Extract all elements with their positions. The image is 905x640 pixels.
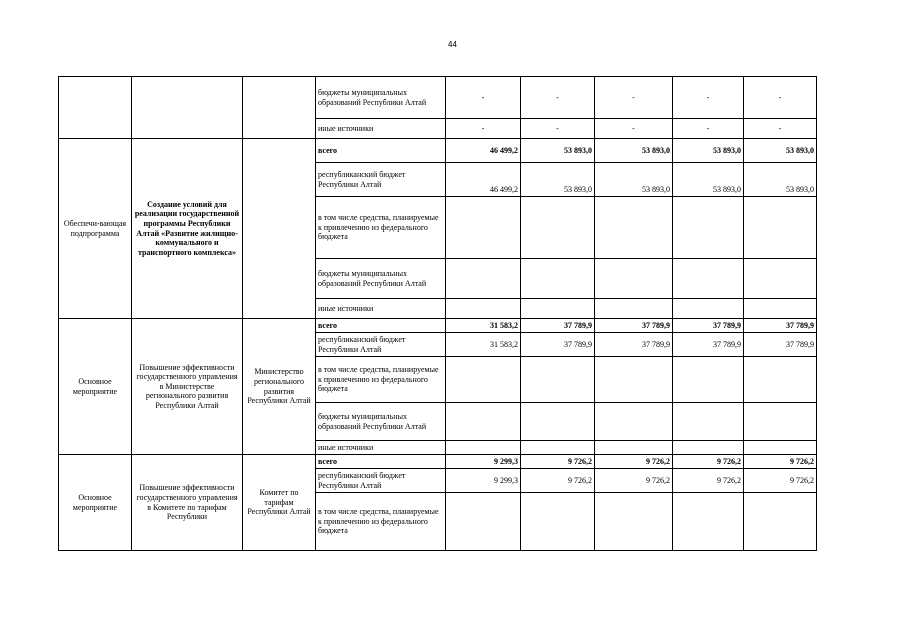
- value-cell: [595, 357, 673, 403]
- value-cell: 9 726,2: [595, 455, 673, 469]
- type-cell: [59, 77, 132, 139]
- value-cell: [521, 259, 595, 299]
- value-cell: [595, 403, 673, 441]
- source-label: республиканский бюджет Республики Алтай: [316, 469, 446, 493]
- value-cell: 37 789,9: [673, 333, 744, 357]
- source-label: всего: [316, 455, 446, 469]
- value-cell: 31 583,2: [446, 333, 521, 357]
- source-label: в том числе средства, планируемые к привлечению из федерального бюджета: [316, 357, 446, 403]
- value-cell: [673, 403, 744, 441]
- value-cell: -: [673, 119, 744, 139]
- value-cell: [595, 197, 673, 259]
- value-cell: 9 726,2: [521, 469, 595, 493]
- source-label: бюджеты муниципальных образований Республики Алтай: [316, 403, 446, 441]
- executor-cell: Комитет по тарифам Республики Алтай: [243, 455, 316, 551]
- source-label: иные источники: [316, 119, 446, 139]
- value-cell: [521, 357, 595, 403]
- value-cell: 53 893,0: [521, 163, 595, 197]
- source-label: бюджеты муниципальных образований Республики Алтай: [316, 77, 446, 119]
- value-cell: [673, 441, 744, 455]
- value-cell: -: [595, 119, 673, 139]
- value-cell: [595, 299, 673, 319]
- value-cell: 9 726,2: [673, 469, 744, 493]
- source-label: республиканский бюджет Республики Алтай: [316, 163, 446, 197]
- value-cell: -: [446, 119, 521, 139]
- value-cell: 9 726,2: [595, 469, 673, 493]
- value-cell: [446, 299, 521, 319]
- value-cell: 37 789,9: [595, 333, 673, 357]
- value-cell: [744, 403, 817, 441]
- value-cell: 37 789,9: [744, 333, 817, 357]
- value-cell: [446, 197, 521, 259]
- value-cell: 53 893,0: [521, 139, 595, 163]
- value-cell: [673, 197, 744, 259]
- value-cell: [744, 441, 817, 455]
- value-cell: [521, 403, 595, 441]
- source-label: всего: [316, 319, 446, 333]
- value-cell: -: [446, 77, 521, 119]
- value-cell: 37 789,9: [521, 319, 595, 333]
- value-cell: [673, 299, 744, 319]
- table-row: [59, 139, 817, 163]
- value-cell: [521, 299, 595, 319]
- value-cell: -: [744, 119, 817, 139]
- name-cell: Повышение эффективности государственного управления в Министерстве регионального развития Республики Алтай: [132, 319, 243, 455]
- value-cell: 53 893,0: [673, 139, 744, 163]
- value-cell: 46 499,2: [446, 163, 521, 197]
- value-cell: 46 499,2: [446, 139, 521, 163]
- table-row: [59, 319, 817, 333]
- value-cell: 37 789,9: [744, 319, 817, 333]
- source-label: в том числе средства, планируемые к привлечению из федерального бюджета: [316, 197, 446, 259]
- budget-table: [58, 76, 817, 551]
- value-cell: -: [673, 77, 744, 119]
- value-cell: [595, 259, 673, 299]
- value-cell: [673, 357, 744, 403]
- table-row: [59, 77, 817, 119]
- value-cell: 53 893,0: [744, 163, 817, 197]
- source-label: иные источники: [316, 299, 446, 319]
- executor-cell: [243, 77, 316, 139]
- value-cell: -: [521, 77, 595, 119]
- value-cell: [446, 441, 521, 455]
- value-cell: [744, 197, 817, 259]
- value-cell: 9 726,2: [521, 455, 595, 469]
- value-cell: 53 893,0: [673, 163, 744, 197]
- source-label: иные источники: [316, 441, 446, 455]
- value-cell: 37 789,9: [673, 319, 744, 333]
- source-label: бюджеты муниципальных образований Республики Алтай: [316, 259, 446, 299]
- value-cell: [744, 259, 817, 299]
- value-cell: [521, 197, 595, 259]
- value-cell: -: [595, 77, 673, 119]
- value-cell: 53 893,0: [595, 139, 673, 163]
- value-cell: [744, 357, 817, 403]
- value-cell: [595, 493, 673, 551]
- value-cell: 9 726,2: [744, 469, 817, 493]
- value-cell: [446, 357, 521, 403]
- page-number: 44: [448, 40, 457, 49]
- value-cell: 37 789,9: [595, 319, 673, 333]
- executor-cell: [243, 139, 316, 319]
- value-cell: 53 893,0: [744, 139, 817, 163]
- value-cell: 9 299,3: [446, 469, 521, 493]
- value-cell: 53 893,0: [595, 163, 673, 197]
- table-row: [59, 455, 817, 469]
- value-cell: 9 726,2: [744, 455, 817, 469]
- value-cell: [595, 441, 673, 455]
- source-label: всего: [316, 139, 446, 163]
- name-cell: Создание условий для реализации государственной программы Республики Алтай «Развитие жилищно-коммунального и транспортного комплекса»: [132, 139, 243, 319]
- value-cell: [744, 493, 817, 551]
- value-cell: 9 299,3: [446, 455, 521, 469]
- source-label: в том числе средства, планируемые к привлечению из федерального бюджета: [316, 493, 446, 551]
- value-cell: [521, 493, 595, 551]
- type-cell: Основное мероприятие: [59, 455, 132, 551]
- value-cell: [744, 299, 817, 319]
- name-cell: Повышение эффективности государственного управления в Комитете по тарифам Республики: [132, 455, 243, 551]
- value-cell: -: [744, 77, 817, 119]
- type-cell: Обеспечи-вающая подпрограмма: [59, 139, 132, 319]
- value-cell: 37 789,9: [521, 333, 595, 357]
- source-label: республиканский бюджет Республики Алтай: [316, 333, 446, 357]
- value-cell: 31 583,2: [446, 319, 521, 333]
- value-cell: [673, 493, 744, 551]
- name-cell: [132, 77, 243, 139]
- value-cell: [446, 493, 521, 551]
- type-cell: Основное мероприятие: [59, 319, 132, 455]
- executor-cell: Министерство регионального развития Республики Алтай: [243, 319, 316, 455]
- value-cell: [446, 403, 521, 441]
- value-cell: 9 726,2: [673, 455, 744, 469]
- value-cell: [521, 441, 595, 455]
- value-cell: [673, 259, 744, 299]
- value-cell: [446, 259, 521, 299]
- value-cell: -: [521, 119, 595, 139]
